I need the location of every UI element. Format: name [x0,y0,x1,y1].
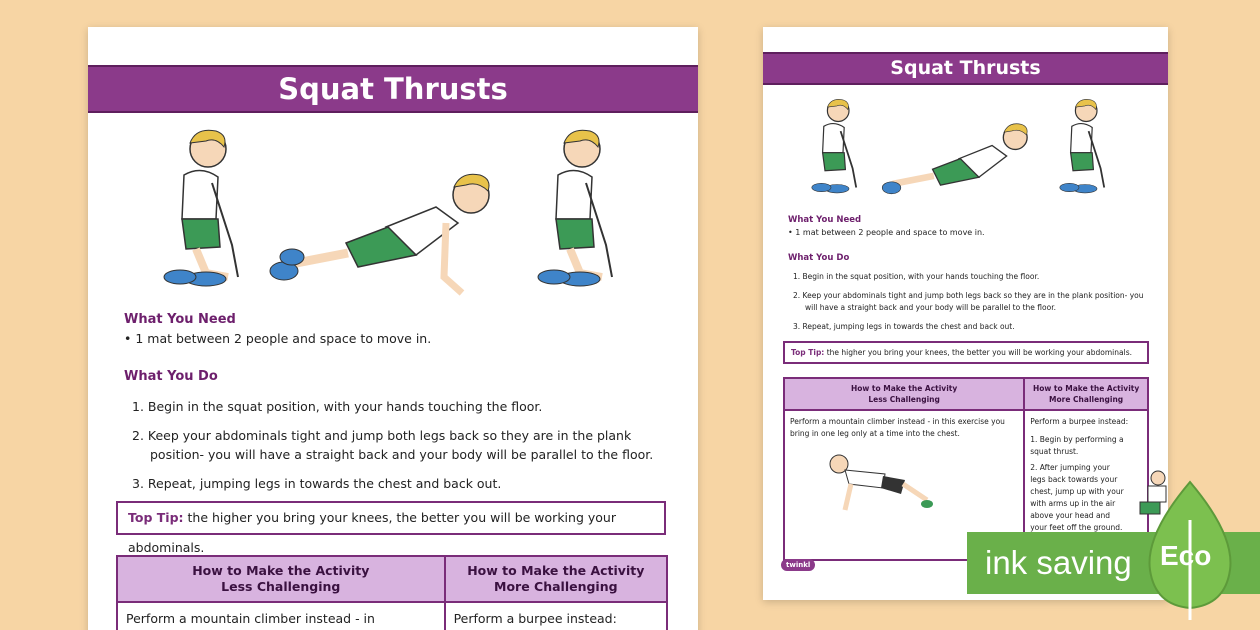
burpee-steps [1030,434,1142,534]
preview-title: Squat Thrusts [763,52,1168,85]
top-tip-label: Top Tip: [791,348,825,357]
burpee-step: 2. After jumping your legs back towards your chest, jump up with your with arms up in the air above your head and your feet off the ground. [1030,463,1124,532]
eco-label: Eco [1160,540,1212,571]
mountain-climber-figure [815,450,935,520]
top-tip-box [116,501,666,555]
step-item: 2. Keep your abdominals tight and jump both legs back so they are in the plank position- you will have a straight back and your body will be parallel to the floor. [132,428,654,462]
squat-figure-left [146,127,256,292]
what-you-need-item: • 1 mat between 2 people and space to move in. [124,331,432,346]
step-item: 3. Repeat, jumping legs in towards the chest and back out. [793,322,1015,331]
preview-plank-figure [879,119,1039,205]
less-challenging-header: How to Make the Activity Less Challenging [784,378,1024,410]
what-you-need-heading: What You Need [124,312,236,327]
preview-what-you-need-item: • 1 mat between 2 people and space to move in. [788,228,985,237]
preview-what-you-need-heading: What You Need [788,215,862,225]
preview-steps-list [793,271,1148,340]
burpee-step: 1. Begin by performing a squat thrust. [1030,435,1124,456]
step-item: 1. Begin in the squat position, with your hands touching the floor. [132,399,543,414]
challenge-table [116,555,668,630]
ink-saving-label: ink saving [985,544,1132,581]
preview-squat-figure-right [1049,95,1115,199]
less-challenging-header: How to Make the Activity Less Challenging [117,556,445,602]
preview-squat-figure-left [801,95,867,199]
worksheet-large [88,27,698,630]
preview-top-tip-box [783,341,1149,364]
steps-list [132,397,662,503]
more-challenging-cell: Perform a burpee instead: [445,602,667,630]
more-challenging-text: Perform a burpee instead: [1030,417,1129,426]
step-item: 2. Keep your abdominals tight and jump both legs back so they are in the plank position- you will have a straight back and your body will be parallel to the floor. [793,291,1144,312]
more-challenging-header: How to Make the Activity More Challenging [1024,378,1148,410]
what-you-do-heading: What You Do [124,369,218,384]
plank-figure [266,167,506,297]
more-challenging-header: How to Make the Activity More Challenging [445,556,667,602]
top-tip-text: the higher you bring your knees, the better you will be working your abdominals. [128,510,616,555]
twinkl-logo: twinkl [781,559,815,571]
step-item: 3. Repeat, jumping legs in towards the chest and back out. [132,476,502,491]
top-tip-label: Top Tip: [128,510,184,525]
less-challenging-cell: Perform a mountain climber instead - in [117,602,445,630]
top-tip-text: the higher you bring your knees, the better you will be working your abdominals. [824,348,1132,357]
preview-what-you-do-heading: What You Do [788,253,850,263]
worksheet-preview [763,27,1168,600]
squat-figure-right [520,127,630,292]
less-challenging-text: Perform a mountain climber instead - in this exercise you bring in one leg only at a time into the chest. [790,417,1005,438]
step-item: 1. Begin in the squat position, with your hands touching the floor. [793,272,1040,281]
page-title: Squat Thrusts [88,65,698,113]
